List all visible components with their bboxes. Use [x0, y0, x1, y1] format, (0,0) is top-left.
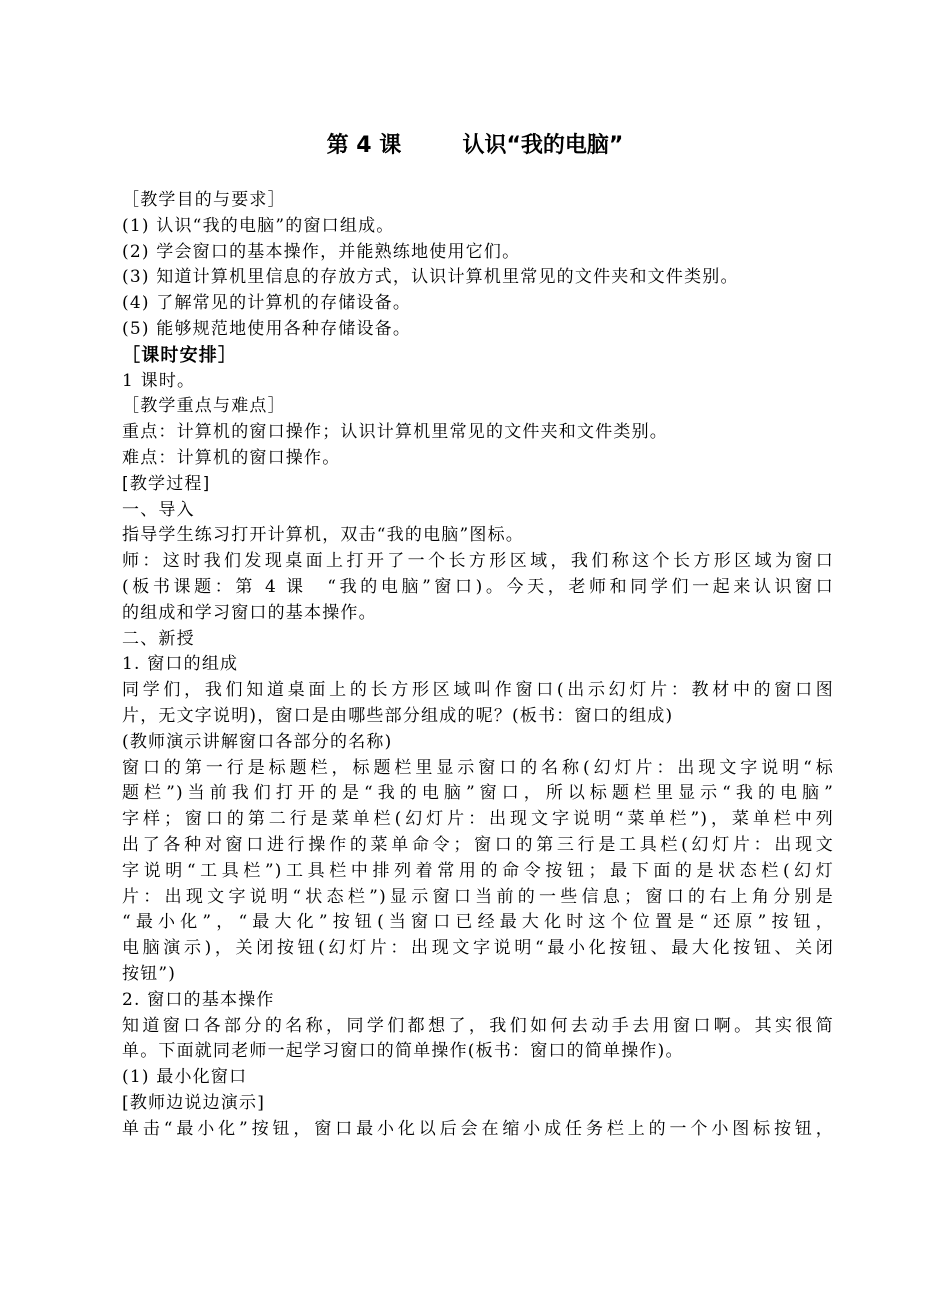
- text-line: [教师边说边演示]: [122, 1092, 266, 1113]
- text-line: 难点：计算机的窗口操作。: [122, 447, 341, 468]
- text-line: 二、新授: [122, 628, 195, 649]
- text-line: (2) 学会窗口的基本操作，并能熟练地使用它们。: [122, 241, 521, 262]
- text-line: 出了各种对窗口进行操作的菜单命令；窗口的第三行是工具栏(幻灯片：出现文: [122, 834, 834, 855]
- text-line: 重点：计算机的窗口操作；认识计算机里常见的文件夹和文件类别。: [122, 422, 668, 443]
- text-line: ［课时安排］: [122, 344, 238, 366]
- text-line: 师：这时我们发现桌面上打开了一个长方形区域，我们称这个长方形区域为窗口: [122, 551, 834, 572]
- text-line: (1) 认识“我的电脑”的窗口组成。: [122, 215, 395, 236]
- text-line: 窗口的第一行是标题栏，标题栏里显示窗口的名称(幻灯片：出现文字说明“标: [122, 757, 834, 778]
- text-line: 电脑演示)，关闭按钮(幻灯片：出现文字说明“最小化按钮、最大化按钮、关闭: [122, 938, 834, 959]
- text-line: 1 课时。: [122, 370, 196, 391]
- text-line: (3) 知道计算机里信息的存放方式，认识计算机里常见的文件夹和文件类别。: [122, 267, 739, 288]
- text-line: 题栏”)当前我们打开的是“我的电脑”窗口，所以标题栏里显示“我的电脑”: [122, 783, 834, 804]
- page-title: 第 4 课 认识“我的电脑”: [326, 133, 624, 158]
- text-line: 的组成和学习窗口的基本操作。: [122, 602, 377, 623]
- text-line: “最小化”，“最大化”按钮(当窗口已经最大化时这个位置是“还原”按钮，: [122, 912, 834, 933]
- text-line: 2. 窗口的基本操作: [122, 989, 275, 1010]
- text-line: 单击“最小化”按钮，窗口最小化以后会在缩小成任务栏上的一个小图标按钮，: [122, 1118, 834, 1139]
- text-line: 一、导入: [122, 499, 195, 520]
- text-line: 单。下面就同老师一起学习窗口的简单操作(板书：窗口的简单操作)。: [122, 1041, 684, 1062]
- text-line: 1. 窗口的组成: [122, 654, 239, 675]
- text-line: 知道窗口各部分的名称，同学们都想了，我们如何去动手去用窗口啊。其实很简: [122, 1015, 834, 1036]
- text-line: 片：出现文字说明“状态栏”)显示窗口当前的一些信息；窗口的右上角分别是: [122, 886, 834, 907]
- text-line: ［教学重点与难点］: [122, 396, 286, 417]
- text-line: ［教学目的与要求］: [122, 190, 286, 210]
- text-line: 按钮”): [122, 963, 177, 984]
- document-body: [122, 188, 834, 1142]
- text-line: [教学过程]: [122, 473, 211, 494]
- text-line: 字样；窗口的第二行是菜单栏(幻灯片：出现文字说明“菜单栏”)，菜单栏中列: [122, 809, 834, 830]
- text-line: 字说明“工具栏”)工具栏中排列着常用的命令按钮；最下面的是状态栏(幻灯: [122, 860, 834, 881]
- text-line: (教师演示讲解窗口各部分的名称): [122, 731, 393, 752]
- text-line: (板书课题：第 4 课 “我的电脑”窗口)。今天，老师和同学们一起来认识窗口: [122, 576, 834, 597]
- text-line: (5) 能够规范地使用各种存储设备。: [122, 318, 412, 339]
- text-line: 片，无文字说明)，窗口是由哪些部分组成的呢？(板书：窗口的组成): [122, 705, 674, 726]
- text-line: (4) 了解常见的计算机的存储设备。: [122, 293, 412, 314]
- text-line: (1) 最小化窗口: [122, 1067, 248, 1088]
- text-line: 同学们，我们知道桌面上的长方形区域叫作窗口(出示幻灯片：教材中的窗口图: [122, 680, 834, 701]
- text-line: 指导学生练习打开计算机，双击“我的电脑”图标。: [122, 525, 524, 546]
